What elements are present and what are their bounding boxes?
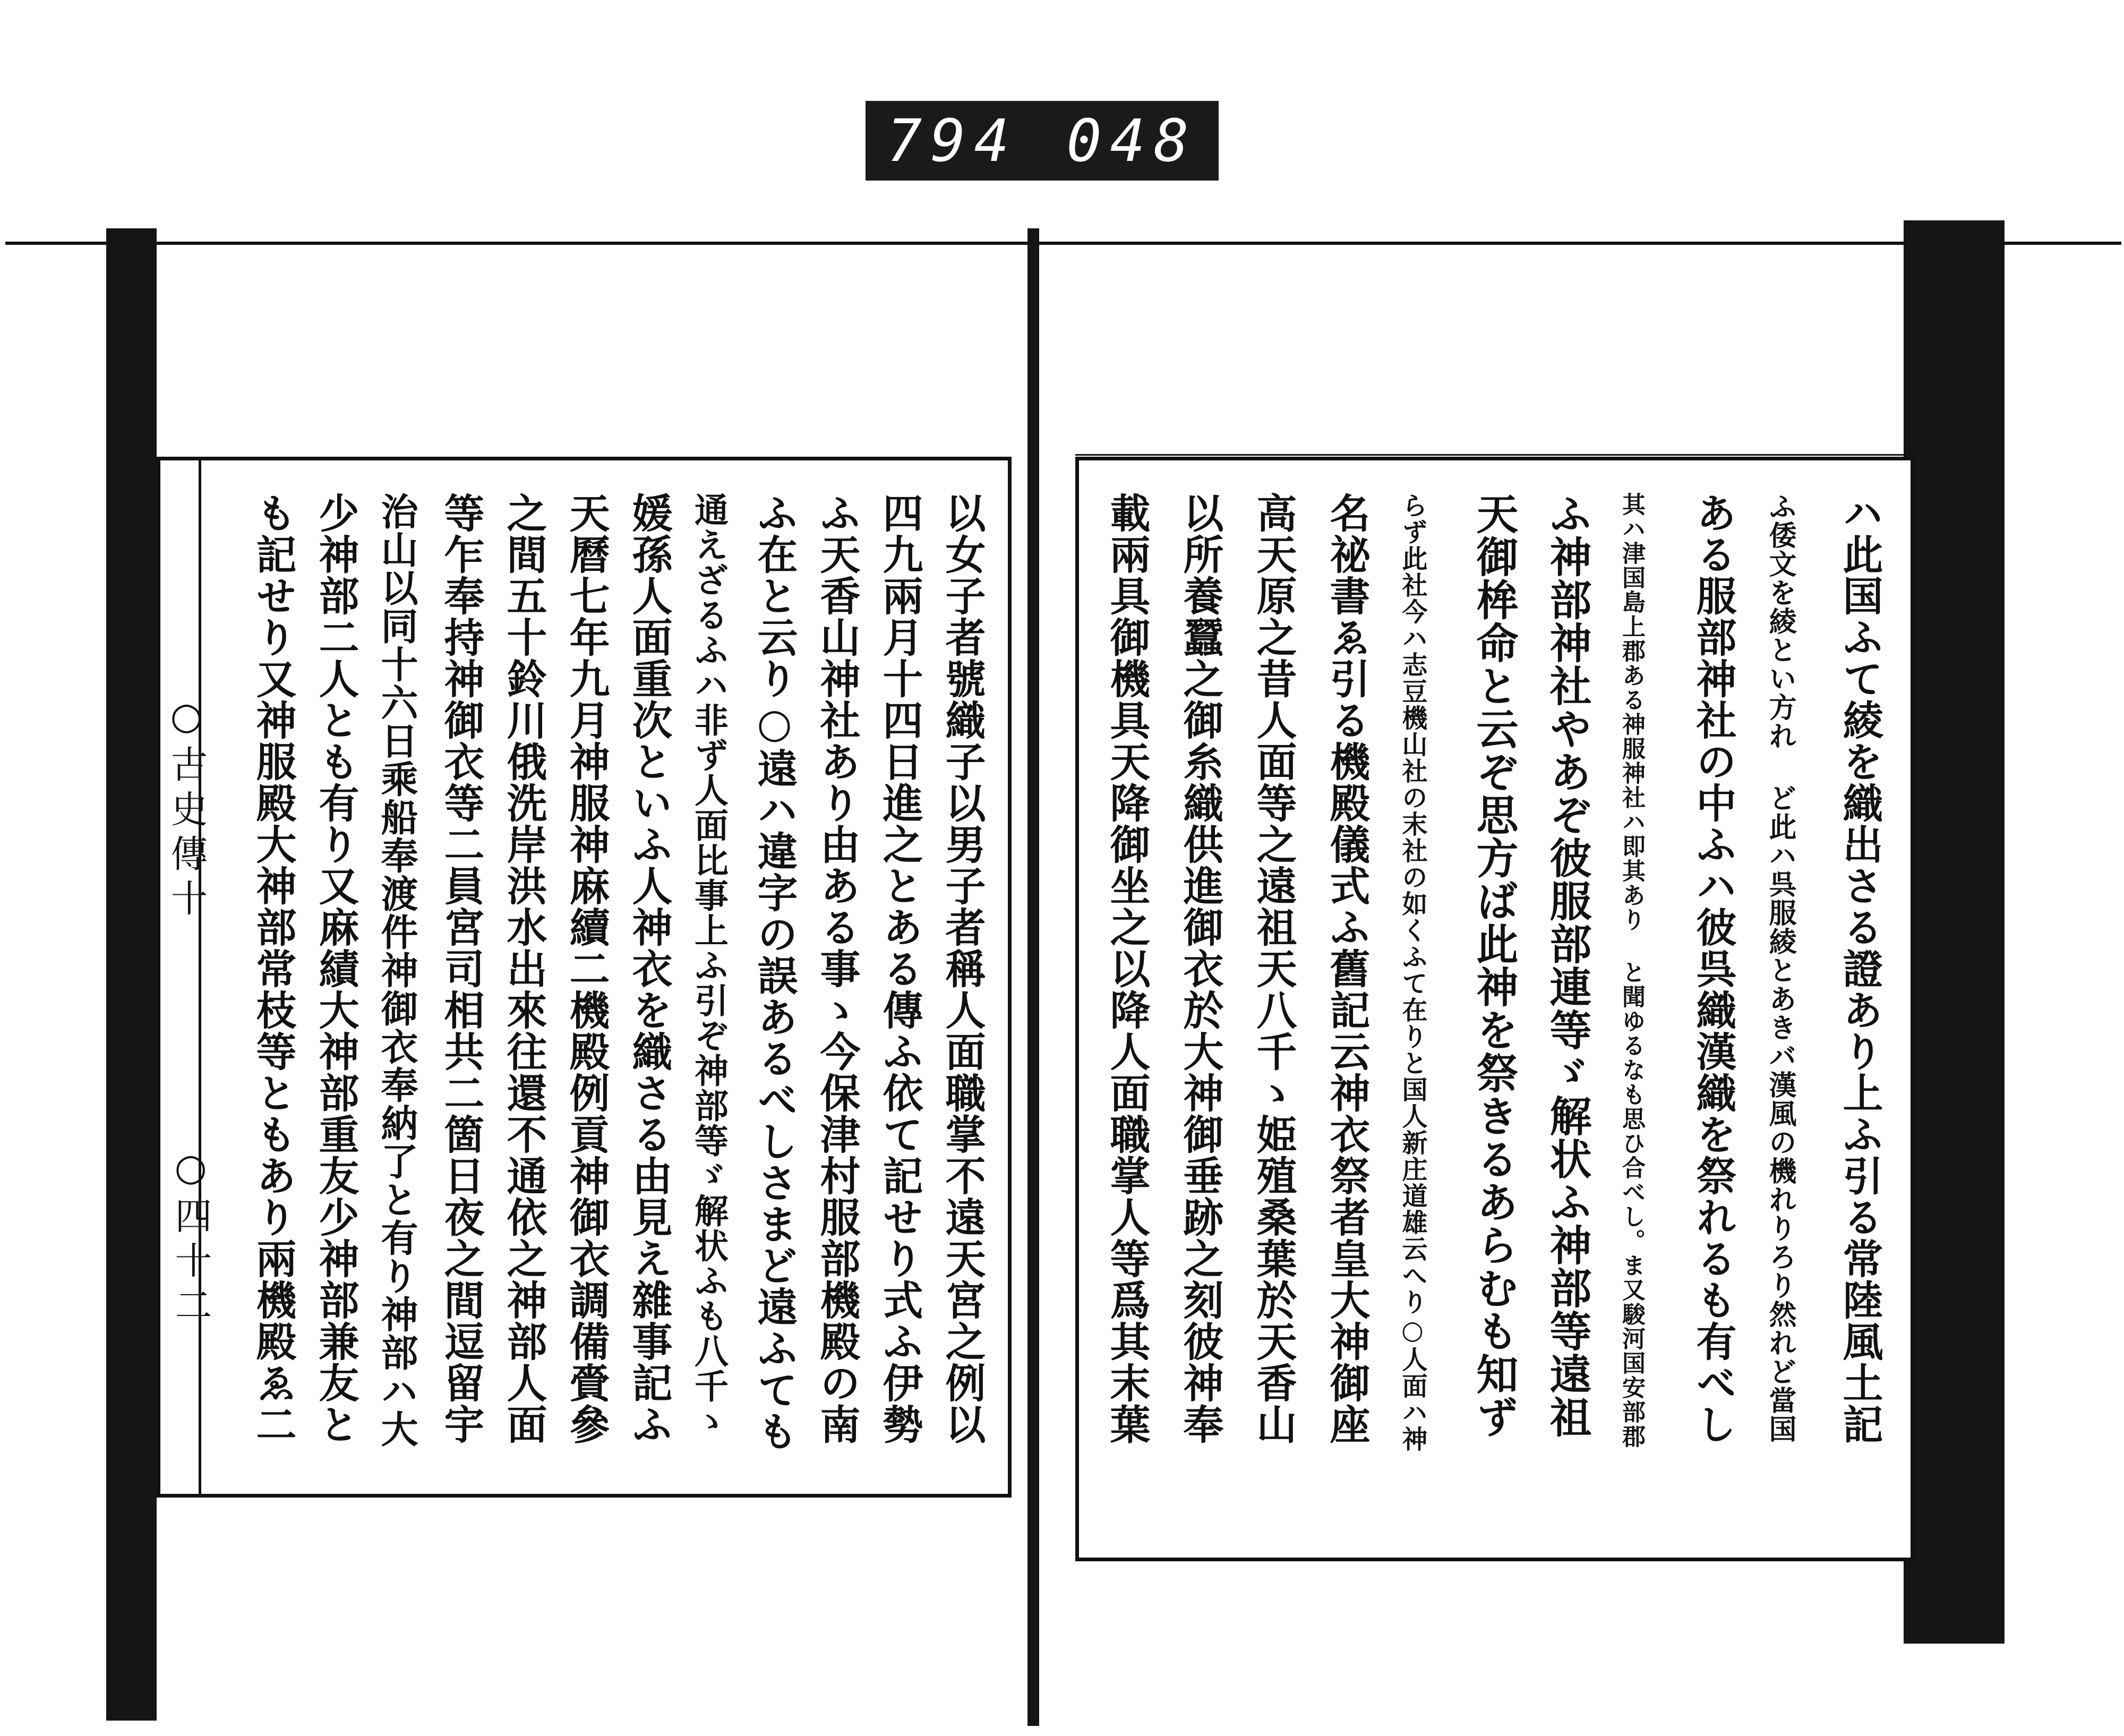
left-spine [106,228,157,1721]
right-page-frame [1075,457,1914,1561]
right-text-column: ハ此国ふて綾を織出さる證あり上ふ引る常陸風土記 [1836,492,1883,1445]
left-text-column: ふ天香山神社あり由ある事ゝ今保津村服部機殿の南 [813,492,861,1445]
right-text-column: ある服部神社の中ふハ彼呉織漢織を祭れるも有べし [1690,492,1737,1445]
left-text-column: 天曆七年九月神服神麻續二機殿例貢神御衣調備賫參 [563,492,610,1445]
left-text-column: ふ在と云り○遠ハ違字の誤あるべしさまど遠ふても [751,492,798,1452]
left-running-header: ○古史傳十 [165,694,208,923]
left-text-column: 治山以同十六日乘船奉渡件神御衣奉納了と有り神部ハ大 [375,492,419,1448]
frame-number: 048 [1066,107,1197,175]
center-gutter [1027,228,1039,1726]
right-text-column: ふ倭文を綾とい方れ ど此ハ呉服綾とあきバ漢風の機れりろり然れど當国 [1764,492,1796,1443]
left-text-column: 通えざるふハ非ず人面比事上ふ引ぞ神部等ゞ解状ふも八千ゝ [689,492,729,1439]
right-frame-topline [1075,454,1914,456]
left-text-column: 少神部二人とも有り又麻績大神部重友少神部兼友と [312,492,359,1445]
left-text-column: 以女子者號織子以男子者稱人面職掌不遠天宮之例以 [939,492,986,1445]
left-header-rule [199,460,201,1494]
reel-number: 794 [887,107,1018,175]
right-text-column: 載兩具御機具天降御坐之以降人面職掌人等爲其末葉 [1103,492,1151,1445]
right-text-column: 以所養蠶之御糸織供進御衣於大神御垂跡之刻彼神奉 [1177,492,1224,1445]
right-text-column: 高天原之昔人面等之遠祖天八千ゝ姫殖桑葉於天香山 [1250,492,1297,1445]
right-text-column: 天御桙命と云ぞ思方ば此神を祭きるあらむも知ず [1469,492,1519,1439]
left-text-column: 四九兩月十四日進之とある傳ふ依て記せり式ふ伊勢 [876,492,923,1445]
microfilm-frame-label [866,101,1219,181]
left-page-number: ○四十二 [169,1145,212,1330]
top-binding-rule [5,242,2121,245]
left-text-column: 之間五十鈴川俄洗岸洪水出來往還不通依之神部人面 [500,492,547,1445]
left-text-column: 媛孫人面重次といふ人神衣を織さる由見え雜事記ふ [626,492,673,1445]
right-text-column: 其ハ津国島上郡ある神服神社ハ即其あり と聞ゆるなも思ひ合べし。ま又駿河国安部郡 [1618,492,1645,1449]
left-text-column: 等乍奉持神御衣等二員宮司相共二箇日夜之間逗留宇 [438,492,485,1445]
left-text-column: も記せり又神服殿大神部常枝等ともあり兩機殿ゑ二 [250,492,297,1445]
right-text-column: らず此社今ハ志豆機山社の末社の如くふて在りと国人新庄道雄云へり○人面ハ神 [1398,492,1427,1452]
right-spine [1904,220,2005,1644]
right-text-column: 名祕書ゑ引る機殿儀式ふ舊記云神衣祭者皇大神御座 [1323,492,1371,1445]
right-text-column: ふ神部神社やあぞ彼服部連等ゞ解状ふ神部等遠祖 [1543,492,1592,1439]
left-page-frame [157,457,1012,1498]
